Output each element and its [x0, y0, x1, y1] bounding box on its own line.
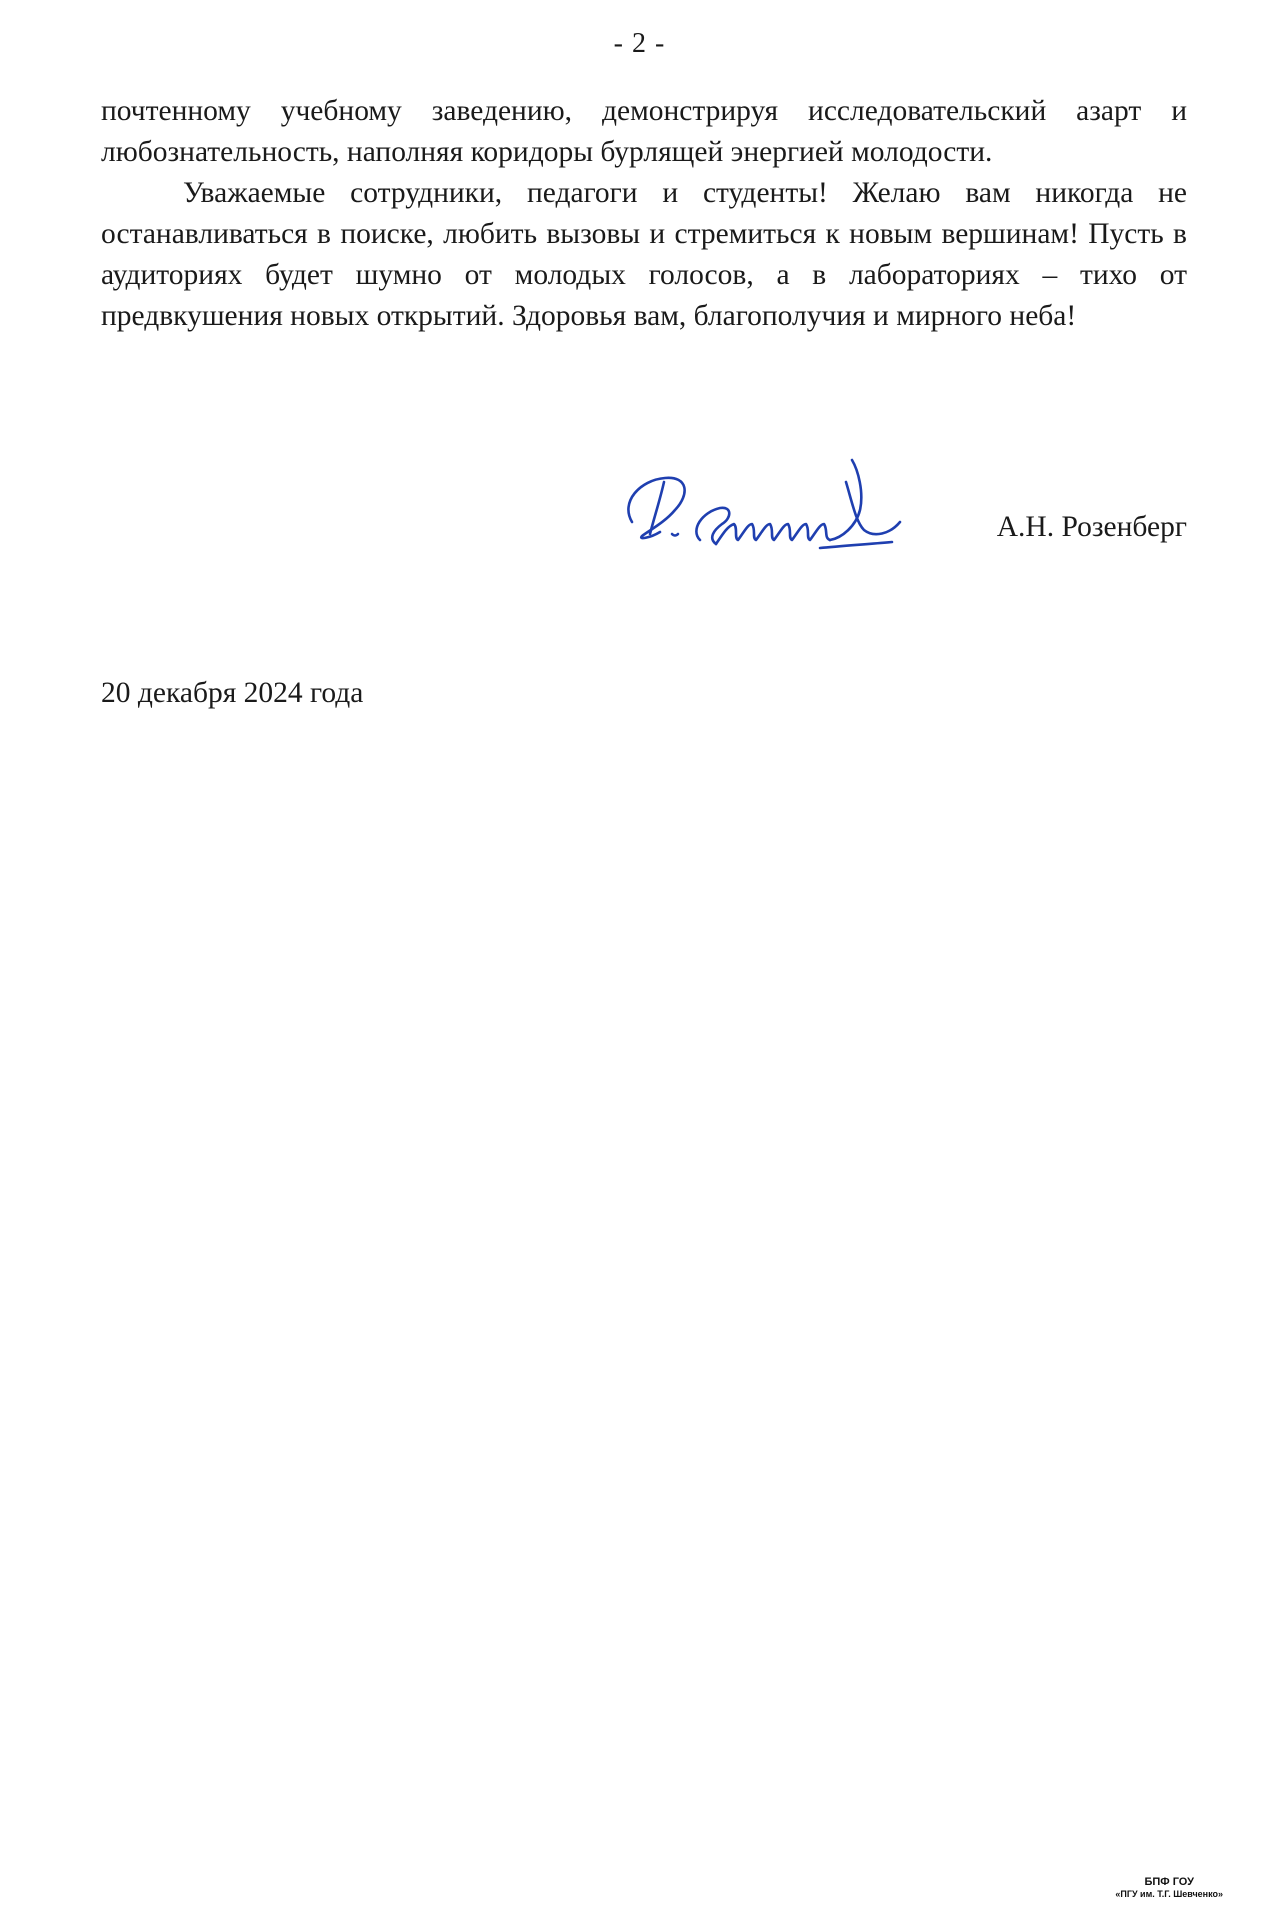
stamp-line-2: «ПГУ им. Т.Г. Шевченко» [1115, 1889, 1223, 1899]
document-date: 20 декабря 2024 года [101, 677, 364, 709]
paragraph-wishes: Уважаемые сотрудники, педагоги и студенты! Желаю вам никогда не останавливаться в поиске, любить вызовы и стремиться к новым вершинам! Пусть в аудиториях будет шумно от молодых голосов, а в лабораториях – тихо от предвкушения новых открытий. Здоровья вам, благополучия и мирного неба! [101, 177, 1187, 332]
handwritten-signature [620, 452, 910, 562]
organization-stamp [1115, 1876, 1223, 1900]
signer-name: А.Н. Розенберг [996, 511, 1187, 543]
paragraph-continuation: почтенному учебному заведению, демонстрируя исследовательский азарт и любознательность, наполняя коридоры бурлящей энергией молодости. [101, 95, 1187, 168]
letter-body [101, 91, 1187, 337]
page-number: - 2 - [613, 28, 666, 59]
stamp-line-1: БПФ ГОУ [1144, 1876, 1194, 1888]
